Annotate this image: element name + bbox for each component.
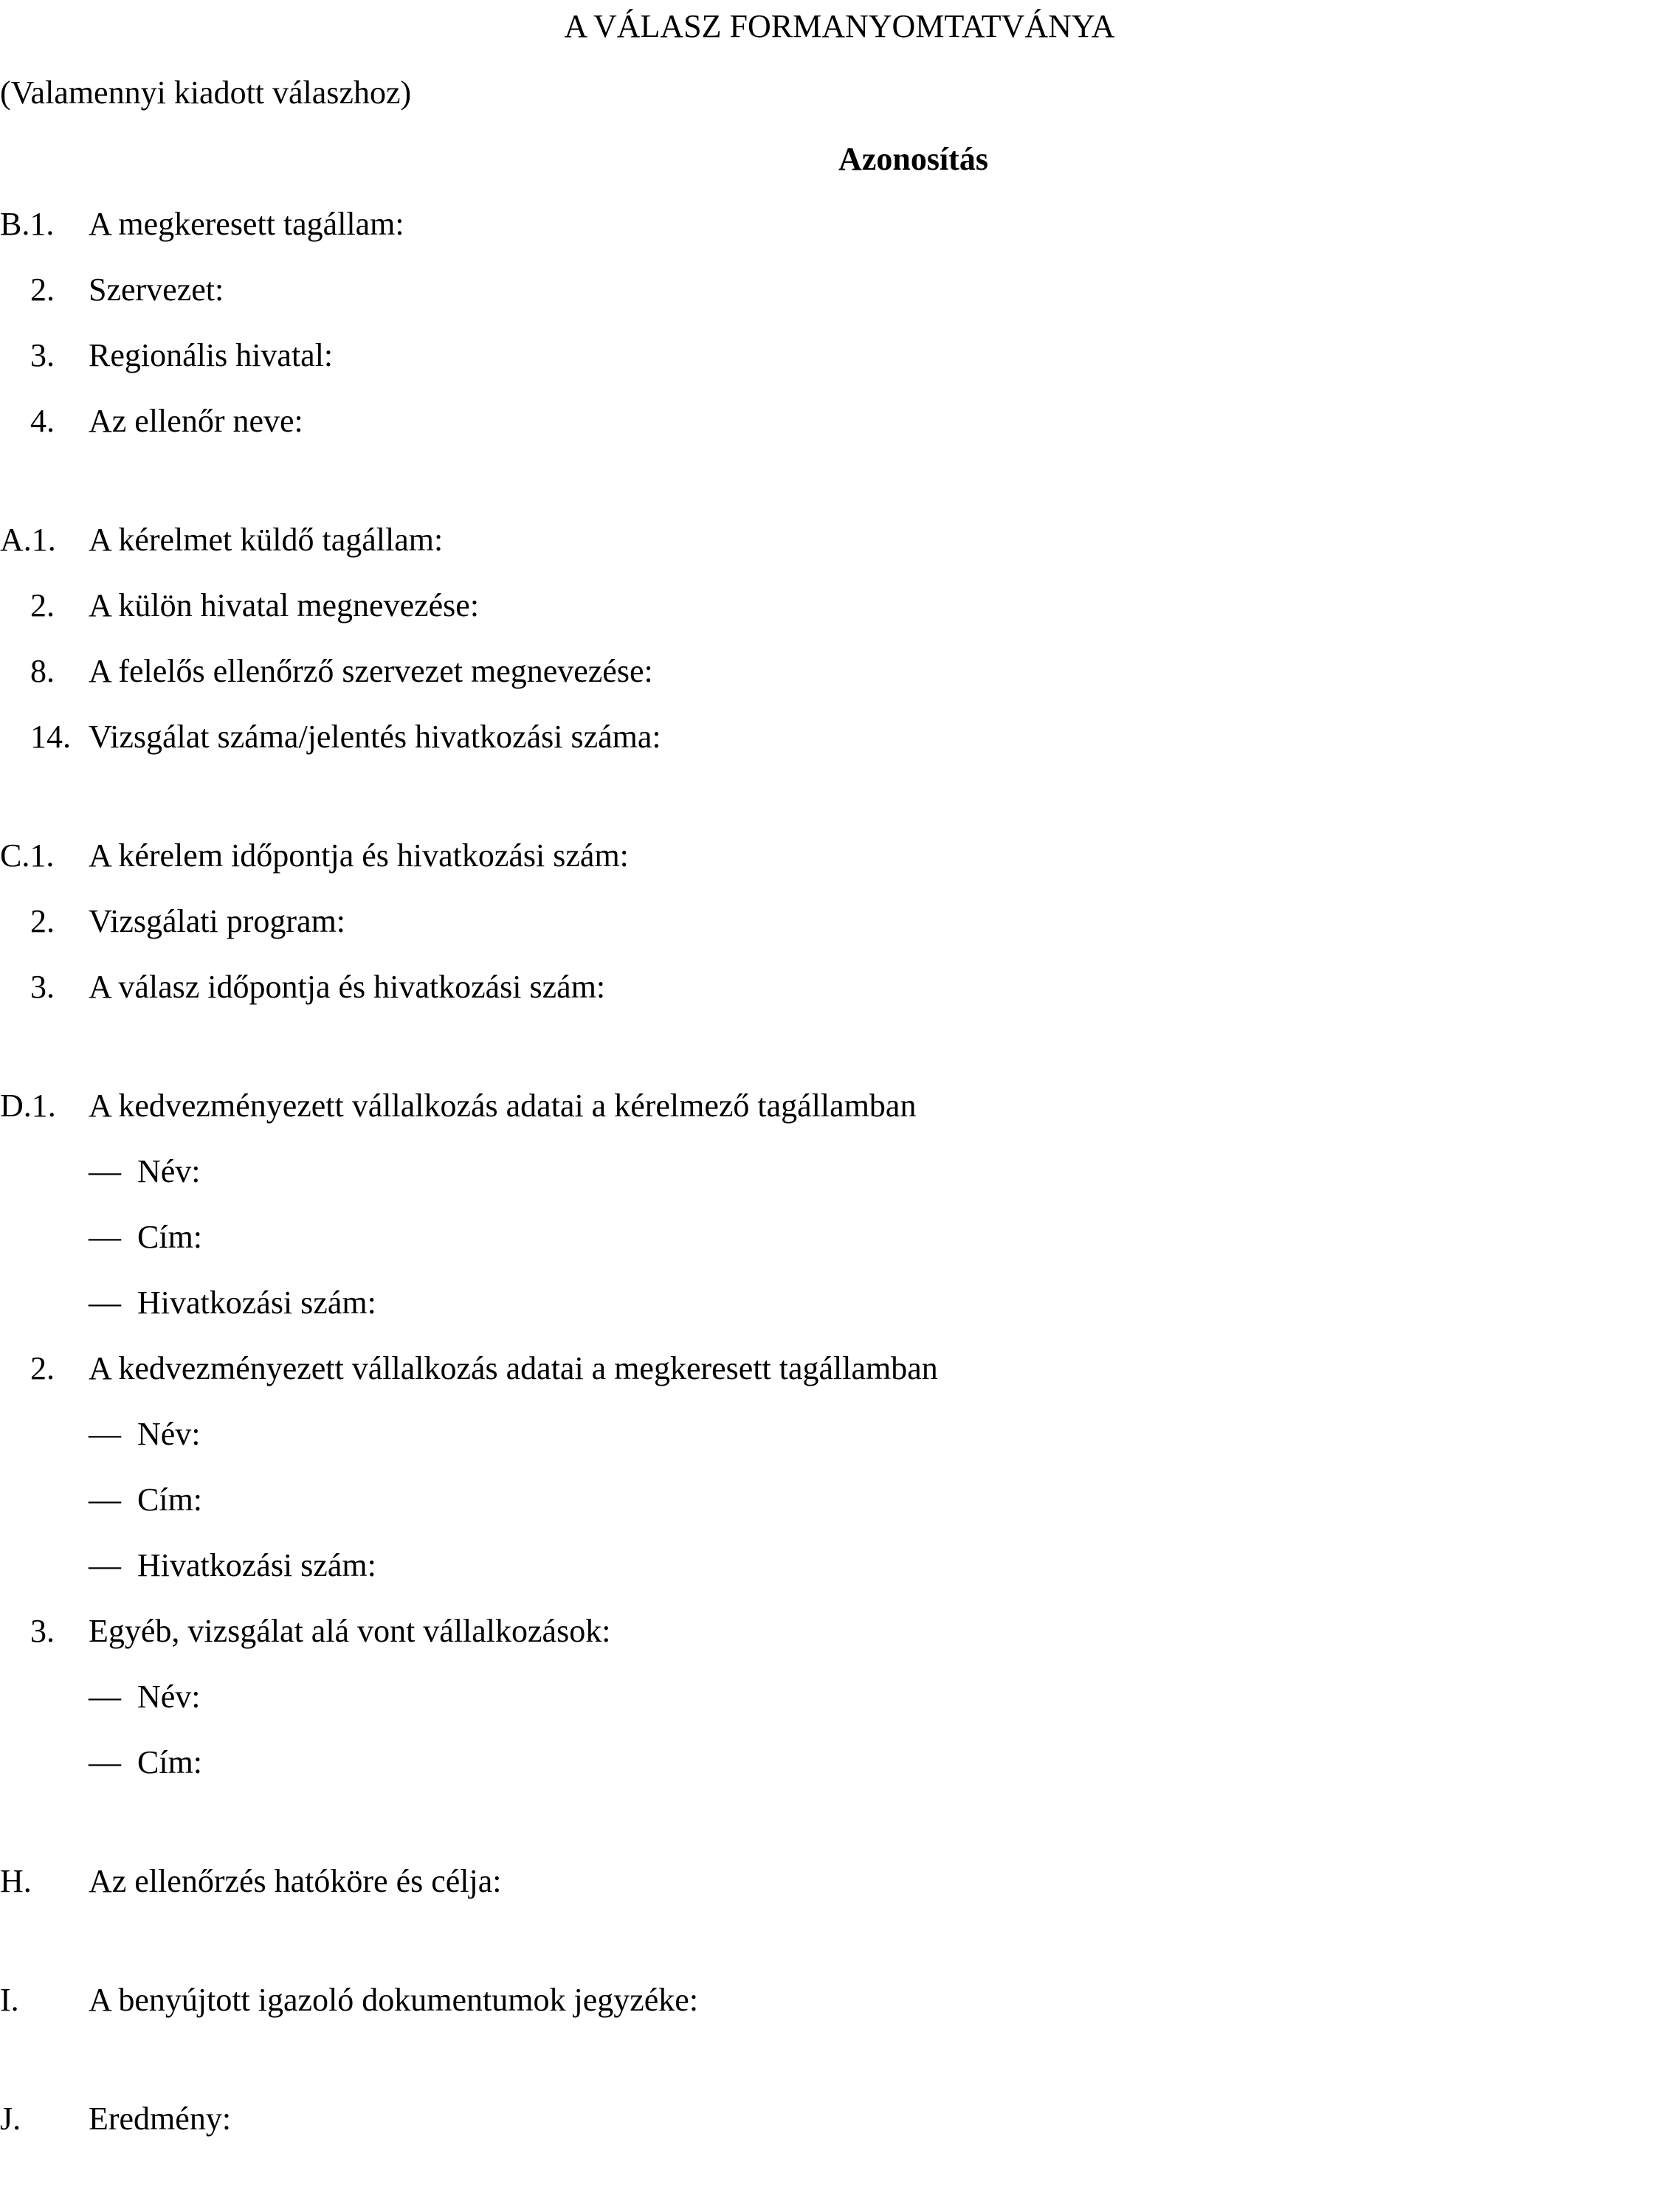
item-number-b4: 4.: [30, 403, 55, 439]
item-number-d2: 2.: [30, 1350, 55, 1386]
sub-item-label-d2-name: Név:: [137, 1416, 201, 1452]
item-number-c2: 2.: [30, 903, 55, 939]
item-label-a2: A külön hivatal megnevezése:: [89, 587, 480, 623]
item-label-d3: Egyéb, vizsgálat alá vont vállalkozások:: [89, 1613, 611, 1649]
item-label-d2: A kedvezményezett vállalkozás adatai a megkeresett tagállamban: [89, 1350, 938, 1386]
item-number-h: H.: [0, 1863, 32, 1899]
item-number-a1: A.1.: [0, 522, 56, 558]
sub-item-label-d2-address: Cím:: [137, 1482, 203, 1518]
dash-marker: —: [89, 1744, 121, 1780]
item-label-a1: A kérelmet küldő tagállam:: [89, 522, 444, 558]
sub-item-label-d3-name: Név:: [137, 1679, 201, 1715]
item-number-c1: C.1.: [0, 837, 55, 874]
dash-marker: —: [89, 1219, 121, 1255]
section-heading: Azonosítás: [838, 141, 988, 177]
item-number-b2: 2.: [30, 272, 55, 308]
item-label-c1: A kérelem időpontja és hivatkozási szám:: [89, 837, 629, 874]
dash-marker: —: [89, 1679, 121, 1715]
item-label-h: Az ellenőrzés hatóköre és célja:: [89, 1863, 502, 1899]
dash-marker: —: [89, 1482, 121, 1518]
item-number-a2: 2.: [30, 587, 55, 623]
item-number-b3: 3.: [30, 337, 55, 373]
item-label-j: Eredmény:: [89, 2101, 232, 2137]
item-label-c3: A válasz időpontja és hivatkozási szám:: [89, 969, 606, 1005]
form-subtitle: (Valamennyi kiadott válaszhoz): [0, 75, 412, 111]
sub-item-label-d2-reference: Hivatkozási szám:: [137, 1547, 376, 1583]
sub-item-label-d3-address: Cím:: [137, 1744, 203, 1780]
sub-item-label-d1-name: Név:: [137, 1153, 201, 1189]
item-label-i: A benyújtott igazoló dokumentumok jegyzéke:: [89, 1982, 699, 2018]
form-title: A VÁLASZ FORMANYOMTATVÁNYA: [564, 8, 1115, 44]
item-label-b1: A megkeresett tagállam:: [89, 206, 404, 242]
dash-marker: —: [89, 1153, 121, 1189]
item-label-b3: Regionális hivatal:: [89, 337, 334, 373]
dash-marker: —: [89, 1547, 121, 1583]
item-label-b2: Szervezet:: [89, 272, 224, 308]
item-label-b4: Az ellenőr neve:: [89, 403, 303, 439]
item-number-d1: D.1.: [0, 1088, 56, 1124]
item-number-d3: 3.: [30, 1613, 55, 1649]
item-number-a8: 8.: [30, 653, 55, 689]
item-label-a8: A felelős ellenőrző szervezet megnevezése:: [89, 653, 653, 689]
item-label-a14: Vizsgálat száma/jelentés hivatkozási száma:: [89, 719, 661, 755]
item-number-b1: B.1.: [0, 206, 55, 242]
item-label-c2: Vizsgálati program:: [89, 903, 346, 939]
item-number-c3: 3.: [30, 969, 55, 1005]
sub-item-label-d1-reference: Hivatkozási szám:: [137, 1285, 376, 1321]
item-label-d1: A kedvezményezett vállalkozás adatai a kérelmező tagállamban: [89, 1088, 917, 1124]
dash-marker: —: [89, 1416, 121, 1452]
item-number-j: J.: [0, 2101, 21, 2137]
dash-marker: —: [89, 1285, 121, 1321]
item-number-a14: 14.: [30, 719, 71, 755]
sub-item-label-d1-address: Cím:: [137, 1219, 203, 1255]
item-number-i: I.: [0, 1982, 19, 2018]
